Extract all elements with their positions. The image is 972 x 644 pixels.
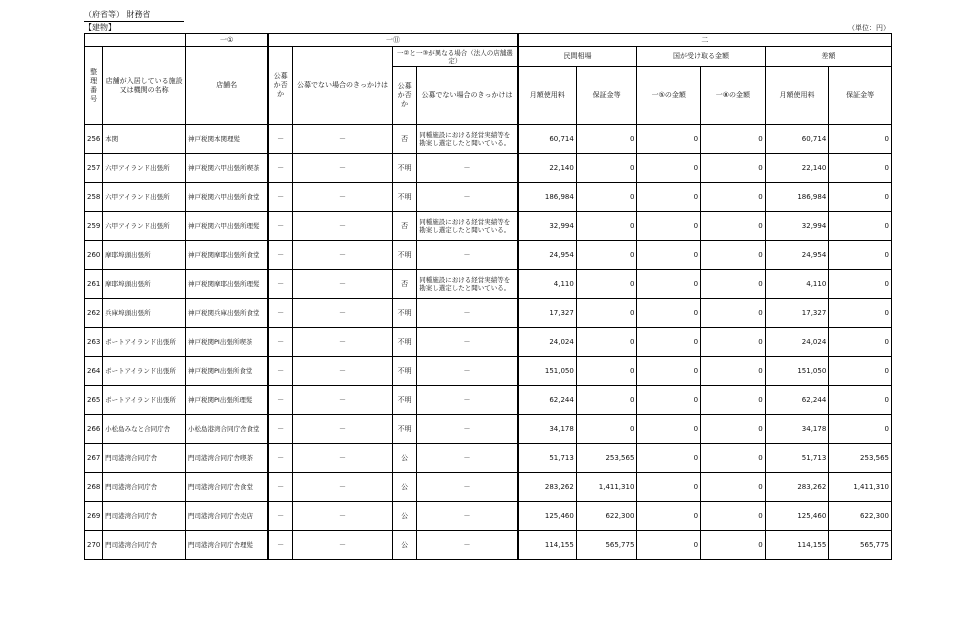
cell-diff-monthly: 17,327 [765, 299, 829, 328]
cell-diff-deposit: 0 [829, 125, 892, 154]
cell-monthly: 62,244 [518, 386, 577, 415]
cell-diff-monthly: 151,050 [765, 357, 829, 386]
cell-reason-2: － [417, 299, 518, 328]
cell-amount-8: 0 [701, 473, 766, 502]
cell-public-offer-2: 不明 [393, 415, 417, 444]
table-row [85, 357, 892, 386]
table-row [85, 531, 892, 560]
header-amount-5: 一⑤の金額 [637, 67, 701, 125]
cell-amount-8: 0 [701, 502, 766, 531]
cell-monthly: 34,178 [518, 415, 577, 444]
cell-reason: － [293, 357, 393, 386]
section-label: 【建物】 [84, 23, 116, 32]
cell-public-offer-2: 公 [393, 473, 417, 502]
cell-store: 門司港湾合同庁舎喫茶 [185, 444, 268, 473]
cell-diff-deposit: 0 [829, 299, 892, 328]
cell-reason-2: － [417, 415, 518, 444]
ministry-underline [84, 21, 184, 22]
cell-public-offer: － [268, 270, 292, 299]
cell-public-offer: － [268, 299, 292, 328]
cell-public-offer-2: 不明 [393, 386, 417, 415]
cell-reason: － [293, 386, 393, 415]
cell-facility: 兵庫埠頭出張所 [103, 299, 186, 328]
cell-facility: 門司港湾合同庁舎 [103, 473, 186, 502]
cell-no: 269 [85, 502, 103, 531]
cell-public-offer-2: 不明 [393, 183, 417, 212]
cell-diff-monthly: 24,024 [765, 328, 829, 357]
cell-diff-monthly: 51,713 [765, 444, 829, 473]
cell-diff-deposit: 0 [829, 241, 892, 270]
unit-label: （単位：円） [848, 24, 890, 32]
cell-no: 256 [85, 125, 103, 154]
cell-reason-2: － [417, 357, 518, 386]
cell-facility: 門司港湾合同庁舎 [103, 502, 186, 531]
cell-deposit: 0 [576, 415, 637, 444]
header-tenant-org: 店舗が入居している施設又は機関の名称 [103, 47, 186, 125]
cell-reason-2: － [417, 473, 518, 502]
cell-store: 神戸税関PI出張所理髪 [185, 386, 268, 415]
cell-amount-8: 0 [701, 328, 766, 357]
cell-public-offer-2: 不明 [393, 328, 417, 357]
cell-diff-monthly: 60,714 [765, 125, 829, 154]
buildings-table [84, 33, 892, 560]
cell-diff-monthly: 24,954 [765, 241, 829, 270]
table-row [85, 212, 892, 241]
cell-facility: 六甲アイランド出張所 [103, 183, 186, 212]
cell-deposit: 253,565 [576, 444, 637, 473]
cell-no: 270 [85, 531, 103, 560]
cell-deposit: 0 [576, 241, 637, 270]
cell-diff-monthly: 4,110 [765, 270, 829, 299]
cell-facility: 小松島みなと合同庁舎 [103, 415, 186, 444]
cell-monthly: 17,327 [518, 299, 577, 328]
cell-store: 神戸税関六甲出張所食堂 [185, 183, 268, 212]
cell-store: 門司港湾合同庁舎理髪 [185, 531, 268, 560]
cell-public-offer: － [268, 473, 292, 502]
table-row [85, 154, 892, 183]
cell-amount-5: 0 [637, 154, 701, 183]
cell-store: 神戸税関本関理髪 [185, 125, 268, 154]
cell-reason-2: 同種施設における経営実績等を勘案し選定したと聞いている。 [417, 212, 518, 241]
cell-amount-5: 0 [637, 531, 701, 560]
cell-store: 神戸税関摩耶出張所理髪 [185, 270, 268, 299]
cell-amount-8: 0 [701, 531, 766, 560]
cell-amount-8: 0 [701, 357, 766, 386]
cell-monthly: 151,050 [518, 357, 577, 386]
cell-reason-2: － [417, 328, 518, 357]
cell-amount-5: 0 [637, 125, 701, 154]
table-row [85, 328, 892, 357]
cell-reason: － [293, 212, 393, 241]
cell-monthly: 51,713 [518, 444, 577, 473]
cell-reason: － [293, 241, 393, 270]
cell-no: 263 [85, 328, 103, 357]
cell-deposit: 0 [576, 299, 637, 328]
header-non-public-reason-2: 公募でない場合のきっかけは [417, 67, 518, 125]
cell-store: 神戸税関摩耶出張所食堂 [185, 241, 268, 270]
cell-no: 261 [85, 270, 103, 299]
cell-store: 神戸税関六甲出張所理髪 [185, 212, 268, 241]
cell-public-offer: － [268, 502, 292, 531]
cell-reason: － [293, 328, 393, 357]
cell-monthly: 24,024 [518, 328, 577, 357]
cell-reason: － [293, 154, 393, 183]
table-row [85, 473, 892, 502]
cell-amount-5: 0 [637, 183, 701, 212]
cell-diff-monthly: 32,994 [765, 212, 829, 241]
cell-diff-monthly: 62,244 [765, 386, 829, 415]
cell-monthly: 283,262 [518, 473, 577, 502]
cell-public-offer: － [268, 444, 292, 473]
cell-store: 門司港湾合同庁舎食堂 [185, 473, 268, 502]
cell-amount-8: 0 [701, 212, 766, 241]
cell-amount-5: 0 [637, 328, 701, 357]
cell-no: 267 [85, 444, 103, 473]
header-monthly-fee: 月額使用料 [518, 67, 577, 125]
cell-reason-2: － [417, 502, 518, 531]
cell-diff-deposit: 0 [829, 415, 892, 444]
cell-amount-5: 0 [637, 386, 701, 415]
cell-reason: － [293, 183, 393, 212]
cell-diff-deposit: 0 [829, 357, 892, 386]
header-received: 国が受け取る金額 [637, 47, 765, 67]
cell-public-offer: － [268, 328, 292, 357]
cell-diff-monthly: 283,262 [765, 473, 829, 502]
cell-diff-deposit: 0 [829, 328, 892, 357]
cell-monthly: 22,140 [518, 154, 577, 183]
cell-deposit: 0 [576, 386, 637, 415]
cell-reason-2: － [417, 444, 518, 473]
cell-diff-deposit: 622,300 [829, 502, 892, 531]
cell-reason-2: 同種施設における経営実績等を勘案し選定したと聞いている。 [417, 270, 518, 299]
cell-amount-8: 0 [701, 183, 766, 212]
cell-deposit: 0 [576, 357, 637, 386]
table-row [85, 270, 892, 299]
cell-public-offer: － [268, 357, 292, 386]
cell-deposit: 565,775 [576, 531, 637, 560]
cell-diff-monthly: 34,178 [765, 415, 829, 444]
cell-reason-2: － [417, 183, 518, 212]
cell-deposit: 622,300 [576, 502, 637, 531]
cell-monthly: 186,984 [518, 183, 577, 212]
cell-reason: － [293, 444, 393, 473]
cell-public-offer: － [268, 415, 292, 444]
cell-public-offer: － [268, 154, 292, 183]
cell-diff-monthly: 22,140 [765, 154, 829, 183]
cell-public-offer: － [268, 241, 292, 270]
cell-monthly: 114,155 [518, 531, 577, 560]
header-difference: 差額 [765, 47, 891, 67]
cell-diff-monthly: 114,155 [765, 531, 829, 560]
cell-amount-5: 0 [637, 241, 701, 270]
cell-public-offer-2: 公 [393, 502, 417, 531]
cell-amount-5: 0 [637, 270, 701, 299]
cell-amount-5: 0 [637, 473, 701, 502]
cell-amount-5: 0 [637, 444, 701, 473]
cell-reason: － [293, 125, 393, 154]
cell-amount-5: 0 [637, 212, 701, 241]
cell-diff-deposit: 0 [829, 270, 892, 299]
cell-diff-deposit: 0 [829, 386, 892, 415]
cell-store: 小松島港湾合同庁舎食堂 [185, 415, 268, 444]
header-group-eleven: 一⑪ [268, 34, 517, 47]
cell-no: 257 [85, 154, 103, 183]
cell-no: 268 [85, 473, 103, 502]
cell-facility: 門司港湾合同庁舎 [103, 444, 186, 473]
cell-reason: － [293, 270, 393, 299]
cell-public-offer: － [268, 183, 292, 212]
cell-store: 神戸税関PI出張所喫茶 [185, 328, 268, 357]
cell-facility: 摩耶埠頭出張所 [103, 241, 186, 270]
cell-amount-8: 0 [701, 125, 766, 154]
cell-public-offer: － [268, 212, 292, 241]
cell-deposit: 0 [576, 125, 637, 154]
cell-store: 神戸税関兵庫出張所食堂 [185, 299, 268, 328]
cell-public-offer: － [268, 125, 292, 154]
table-row [85, 415, 892, 444]
header-deposit: 保証金等 [576, 67, 637, 125]
table-row [85, 299, 892, 328]
cell-amount-5: 0 [637, 357, 701, 386]
cell-deposit: 0 [576, 154, 637, 183]
cell-no: 264 [85, 357, 103, 386]
header-amount-8: 一⑧の金額 [701, 67, 766, 125]
cell-reason: － [293, 473, 393, 502]
cell-reason: － [293, 502, 393, 531]
table-body [85, 125, 892, 560]
cell-reason: － [293, 299, 393, 328]
cell-deposit: 1,411,310 [576, 473, 637, 502]
cell-public-offer-2: 否 [393, 212, 417, 241]
table-row [85, 241, 892, 270]
header-public-offer-2: 公募か否か [393, 67, 417, 125]
header-diff-monthly: 月額使用料 [765, 67, 829, 125]
cell-diff-deposit: 0 [829, 154, 892, 183]
cell-diff-deposit: 0 [829, 212, 892, 241]
table-row [85, 386, 892, 415]
cell-facility: ポートアイランド出張所 [103, 328, 186, 357]
cell-no: 265 [85, 386, 103, 415]
header-diff-note: 一②と一③が異なる場合（法人の店舗選定） [393, 47, 518, 67]
cell-public-offer-2: 否 [393, 270, 417, 299]
cell-facility: 本関 [103, 125, 186, 154]
cell-facility: 門司港湾合同庁舎 [103, 531, 186, 560]
cell-no: 259 [85, 212, 103, 241]
cell-public-offer-2: 不明 [393, 299, 417, 328]
cell-amount-8: 0 [701, 386, 766, 415]
cell-reason-2: － [417, 154, 518, 183]
header-public-offer: 公募か否か [268, 47, 292, 125]
ministry-label: （府省等） 財務省 [84, 10, 151, 19]
cell-facility: 六甲アイランド出張所 [103, 154, 186, 183]
cell-no: 262 [85, 299, 103, 328]
header-market: 民間相場 [518, 47, 637, 67]
cell-public-offer-2: 公 [393, 444, 417, 473]
cell-diff-deposit: 0 [829, 183, 892, 212]
header-non-public-reason: 公募でない場合のきっかけは [293, 47, 393, 125]
cell-deposit: 0 [576, 212, 637, 241]
table-row [85, 502, 892, 531]
cell-no: 266 [85, 415, 103, 444]
cell-amount-8: 0 [701, 154, 766, 183]
cell-public-offer-2: 否 [393, 125, 417, 154]
cell-no: 258 [85, 183, 103, 212]
header-row-2 [85, 47, 892, 67]
cell-store: 門司港湾合同庁舎売店 [185, 502, 268, 531]
header-blank [85, 34, 186, 47]
cell-monthly: 60,714 [518, 125, 577, 154]
cell-public-offer-2: 公 [393, 531, 417, 560]
cell-reason: － [293, 531, 393, 560]
cell-diff-deposit: 1,411,310 [829, 473, 892, 502]
cell-reason-2: － [417, 241, 518, 270]
header-store-name: 店舗名 [185, 47, 268, 125]
cell-store: 神戸税関PI出張所食堂 [185, 357, 268, 386]
cell-amount-8: 0 [701, 241, 766, 270]
cell-public-offer-2: 不明 [393, 357, 417, 386]
cell-monthly: 32,994 [518, 212, 577, 241]
cell-amount-8: 0 [701, 270, 766, 299]
cell-amount-5: 0 [637, 299, 701, 328]
cell-reason-2: － [417, 531, 518, 560]
cell-diff-deposit: 253,565 [829, 444, 892, 473]
cell-monthly: 24,954 [518, 241, 577, 270]
table-row [85, 444, 892, 473]
cell-reason: － [293, 415, 393, 444]
cell-facility: 六甲アイランド出張所 [103, 212, 186, 241]
cell-public-offer-2: 不明 [393, 154, 417, 183]
cell-amount-5: 0 [637, 502, 701, 531]
cell-monthly: 4,110 [518, 270, 577, 299]
cell-amount-5: 0 [637, 415, 701, 444]
cell-amount-8: 0 [701, 415, 766, 444]
cell-monthly: 125,460 [518, 502, 577, 531]
cell-facility: ポートアイランド出張所 [103, 357, 186, 386]
cell-reason-2: 同種施設における経営実績等を勘案し選定したと聞いている。 [417, 125, 518, 154]
cell-deposit: 0 [576, 183, 637, 212]
cell-public-offer: － [268, 386, 292, 415]
cell-diff-monthly: 125,460 [765, 502, 829, 531]
header-diff-deposit: 保証金等 [829, 67, 892, 125]
header-group-one: 一① [185, 34, 268, 47]
cell-deposit: 0 [576, 270, 637, 299]
cell-facility: ポートアイランド出張所 [103, 386, 186, 415]
cell-deposit: 0 [576, 328, 637, 357]
cell-amount-8: 0 [701, 299, 766, 328]
cell-public-offer: － [268, 531, 292, 560]
cell-no: 260 [85, 241, 103, 270]
cell-reason-2: － [417, 386, 518, 415]
table-row [85, 183, 892, 212]
cell-public-offer-2: 不明 [393, 241, 417, 270]
cell-amount-8: 0 [701, 444, 766, 473]
cell-store: 神戸税関六甲出張所喫茶 [185, 154, 268, 183]
header-group-two: 二 [518, 34, 892, 47]
table-row [85, 125, 892, 154]
header-row-1 [85, 34, 892, 47]
header-seiri: 整理番号 [85, 47, 103, 125]
cell-diff-monthly: 186,984 [765, 183, 829, 212]
cell-facility: 摩耶埠頭出張所 [103, 270, 186, 299]
cell-diff-deposit: 565,775 [829, 531, 892, 560]
